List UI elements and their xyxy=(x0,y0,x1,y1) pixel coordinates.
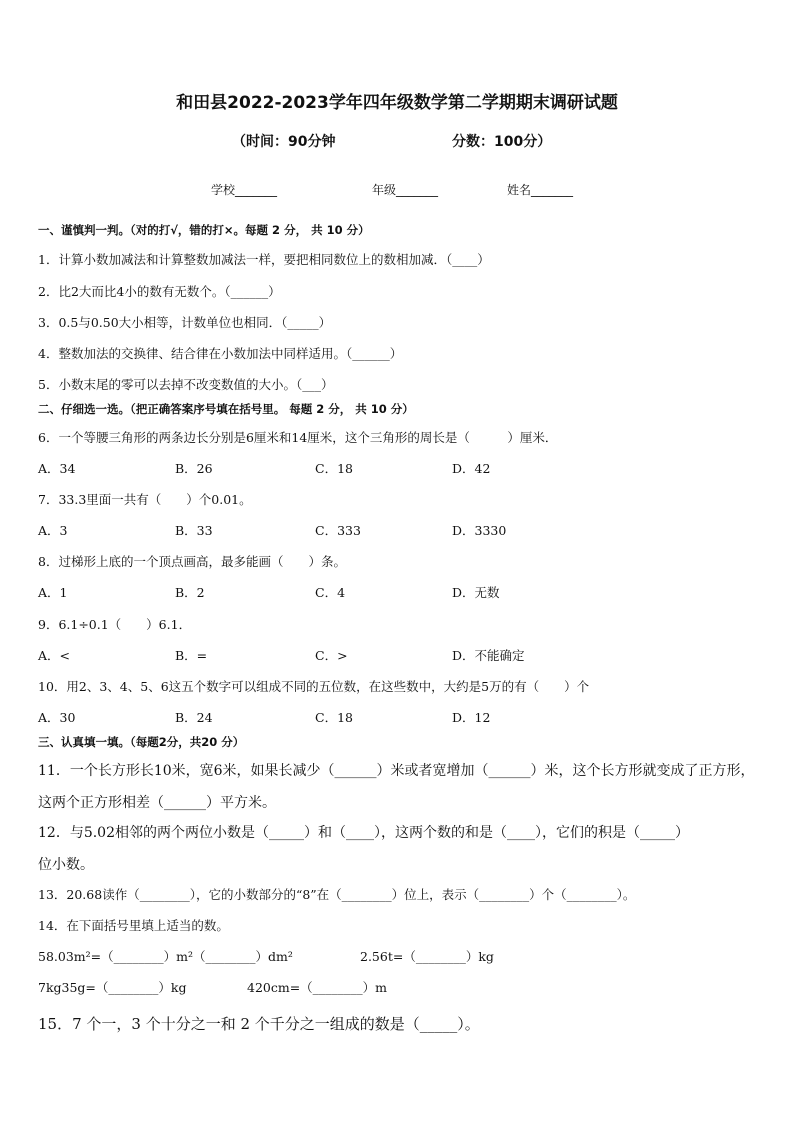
question-11-continued: 这两个正方形相差（______）平方米。 xyxy=(38,795,276,811)
q10-option-b: B．24 xyxy=(175,710,213,725)
q8-option-c: C．4 xyxy=(315,585,346,600)
question-3: 3．0.5与0.50大小相等，计数单位也相同．（_____） xyxy=(38,315,332,330)
q10-option-c: C．18 xyxy=(315,710,353,725)
q7-option-a: A．3 xyxy=(38,523,68,538)
section-3-heading: 三、认真填一填。（每题2分，共20 分） xyxy=(38,735,245,749)
question-14: 14．在下面括号里填上适当的数。 xyxy=(38,918,229,933)
page-title: 和田县2022-2023学年四年级数学第二学期期末调研试题 xyxy=(176,93,618,113)
q8-option-d: D．无数 xyxy=(452,585,500,600)
section-1-heading: 一、谨慎判一判。（对的打√，错的打×。每题 2 分， 共 10 分） xyxy=(38,223,370,237)
q9-option-a: A．< xyxy=(38,648,71,663)
question-14-part-d: 420cm=（________）m xyxy=(247,980,388,995)
question-9: 9．6.1÷0.1（ ）6.1． xyxy=(38,617,192,632)
q6-option-c: C．18 xyxy=(315,461,353,476)
q9-option-d: D．不能确定 xyxy=(452,648,525,663)
q8-option-b: B．2 xyxy=(175,585,205,600)
school-field[interactable]: 学校_______ xyxy=(211,183,278,197)
total-score: 分数：100分） xyxy=(452,134,552,150)
question-8: 8．过梯形上底的一个顶点画高，最多能画（ ）条。 xyxy=(38,554,346,569)
q7-option-c: C．333 xyxy=(315,523,361,538)
q9-option-c: C．> xyxy=(315,648,348,663)
grade-field[interactable]: 年级_______ xyxy=(372,183,439,197)
question-12-continued: 位小数。 xyxy=(38,857,94,873)
question-5: 5．小数末尾的零可以去掉不改变数值的大小。（___） xyxy=(38,377,334,392)
question-13: 13．20.68读作（________），它的小数部分的“8”在（________）位上，表示（________）个（________）。 xyxy=(38,887,636,902)
question-7: 7．33.3里面一共有（ ）个0.01。 xyxy=(38,492,252,507)
q10-option-d: D．12 xyxy=(452,710,491,725)
q10-option-a: A．30 xyxy=(38,710,76,725)
q8-option-a: A．1 xyxy=(38,585,68,600)
question-14-part-c: 7kg35g=（________）kg xyxy=(38,980,187,995)
section-2-heading: 二、仔细选一选。（把正确答案序号填在括号里。 每题 2 分， 共 10 分） xyxy=(38,402,414,416)
time-limit: （时间：90分钟 xyxy=(232,134,336,150)
question-4: 4．整数加法的交换律、结合律在小数加法中同样适用。（______） xyxy=(38,346,403,361)
question-10: 10．用2、3、4、5、6这五个数字可以组成不同的五位数，在这些数中，大约是5万的有（ ）个 xyxy=(38,679,590,694)
q6-option-a: A．34 xyxy=(38,461,76,476)
q6-option-b: B．26 xyxy=(175,461,213,476)
question-11: 11．一个长方形长10米，宽6米，如果长减少（______）米或者宽增加（______）米，这个长方形就变成了正方形， xyxy=(38,763,755,779)
question-15: 15．7 个一，3 个十分之一和 2 个千分之一组成的数是（_____）。 xyxy=(38,1015,480,1033)
question-6: 6．一个等腰三角形的两条边长分别是6厘米和14厘米，这个三角形的周长是（ ）厘米． xyxy=(38,430,558,445)
name-field[interactable]: 姓名_______ xyxy=(507,183,574,197)
q9-option-b: B．= xyxy=(175,648,208,663)
question-2: 2．比2大而比4小的数有无数个。（______） xyxy=(38,284,281,299)
question-14-part-a: 58.03m²=（________）m²（________）dm² xyxy=(38,949,293,964)
question-14-part-b: 2.56t=（________）kg xyxy=(360,949,494,964)
question-12: 12．与5.02相邻的两个两位小数是（_____）和（____），这两个数的和是（____），它们的积是（_____） xyxy=(38,825,689,841)
q7-option-d: D．3330 xyxy=(452,523,507,538)
question-1: 1．计算小数加减法和计算整数加减法一样，要把相同数位上的数相加减．（____） xyxy=(38,252,490,267)
q6-option-d: D．42 xyxy=(452,461,491,476)
q7-option-b: B．33 xyxy=(175,523,213,538)
